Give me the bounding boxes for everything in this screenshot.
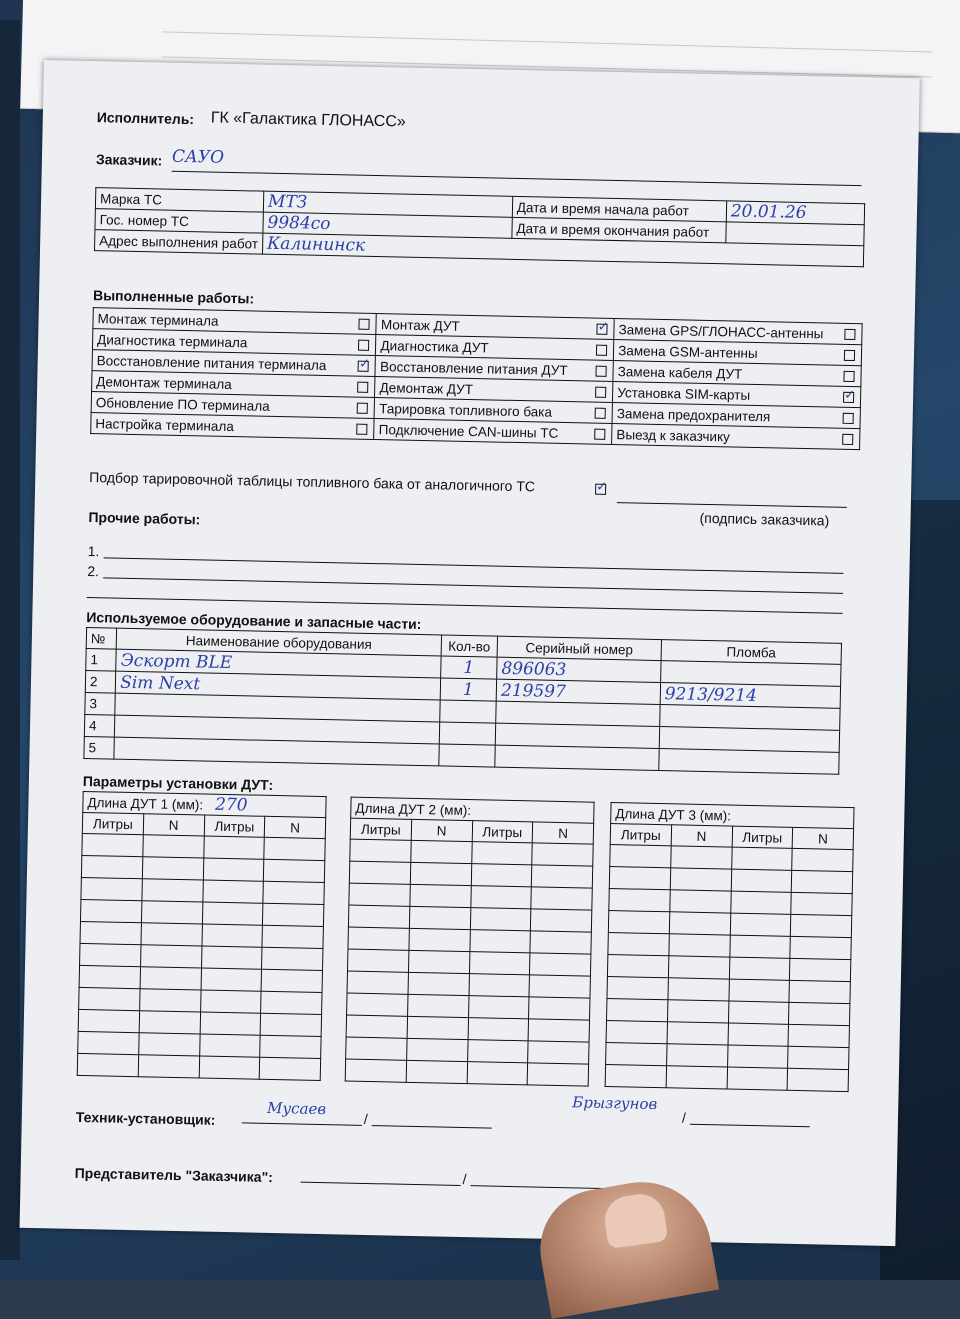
equipment-header-cell: Пломба bbox=[661, 640, 842, 665]
dut-cell bbox=[201, 968, 262, 991]
equipment-cell bbox=[439, 700, 496, 723]
end-label: Дата и время окончания работ bbox=[512, 217, 726, 242]
dut-row bbox=[605, 1064, 848, 1091]
dut-cell bbox=[263, 903, 324, 926]
dut-cell bbox=[199, 1034, 260, 1057]
equipment-cell-value: 3 bbox=[89, 696, 98, 712]
work-item-label: Настройка терминала bbox=[95, 415, 234, 434]
dut-cell bbox=[530, 931, 591, 954]
work-item-label: Восстановление питания терминала bbox=[96, 352, 327, 373]
tech-slash-1: / bbox=[363, 1110, 368, 1128]
dut-cell bbox=[606, 1020, 667, 1043]
equipment-cell-value: 219597 bbox=[500, 680, 567, 702]
work-item-label: Замена GSM-антенны bbox=[618, 342, 758, 361]
dut-cell bbox=[345, 1059, 406, 1082]
tariff-checkbox[interactable] bbox=[595, 484, 606, 495]
dut-cell bbox=[790, 958, 851, 981]
equipment-cell bbox=[439, 722, 496, 745]
dut-cell bbox=[729, 935, 790, 958]
dut-cell bbox=[470, 886, 531, 909]
dut-cell bbox=[80, 943, 141, 966]
work-item bbox=[374, 418, 612, 444]
dut-length-label: Длина ДУТ 2 (мм): bbox=[355, 800, 472, 818]
dut-cell bbox=[731, 847, 792, 870]
dut-cell bbox=[530, 953, 591, 976]
dut-cell bbox=[528, 1041, 589, 1064]
other-item-2: 2. bbox=[87, 563, 100, 580]
dut-cell bbox=[140, 967, 201, 990]
dut-cell bbox=[142, 857, 203, 880]
dut-cell bbox=[788, 1024, 849, 1047]
dut-cell bbox=[346, 1037, 407, 1060]
dut-header-cell: N bbox=[143, 814, 204, 836]
dut-cell bbox=[141, 901, 202, 924]
dut-cell bbox=[471, 842, 532, 865]
dut-cell bbox=[80, 899, 141, 922]
work-item-label: Обновление ПО терминала bbox=[95, 394, 270, 414]
work-item-label: Диагностика терминала bbox=[97, 331, 248, 350]
dut-cell bbox=[203, 858, 264, 881]
work-item-label: Установка SIM-карты bbox=[617, 384, 751, 403]
dut-cell bbox=[789, 1002, 850, 1025]
dut-cell bbox=[468, 996, 529, 1019]
dut-header-cell: Литры bbox=[732, 826, 793, 848]
dut-cell bbox=[349, 861, 410, 884]
dut-cell bbox=[669, 934, 730, 957]
dut-cell bbox=[670, 890, 731, 913]
end-value bbox=[726, 222, 865, 246]
dut-cell bbox=[350, 839, 411, 862]
dut-title: Параметры установки ДУТ: bbox=[82, 772, 274, 793]
dut-cell bbox=[727, 1045, 788, 1068]
dut-cell bbox=[406, 1038, 467, 1061]
customer-value: САУО bbox=[171, 146, 225, 168]
executor-label: Исполнитель: bbox=[96, 109, 195, 128]
dut-cell bbox=[728, 1001, 789, 1024]
dut-length-label: Длина ДУТ 3 (мм): bbox=[615, 805, 732, 824]
work-item-checkbox[interactable] bbox=[359, 319, 370, 330]
work-item-checkbox[interactable] bbox=[358, 361, 369, 372]
dut-table-2 bbox=[345, 797, 595, 1087]
dut-cell bbox=[731, 869, 792, 892]
dut-table-1 bbox=[77, 791, 327, 1081]
dut-cell bbox=[727, 1067, 788, 1090]
dut-cell bbox=[668, 956, 729, 979]
dut-cell bbox=[609, 889, 670, 912]
vehicle-table bbox=[94, 187, 865, 267]
work-item-checkbox[interactable] bbox=[844, 350, 855, 361]
work-item-label: Демонтаж терминала bbox=[96, 373, 232, 392]
work-item-checkbox[interactable] bbox=[842, 434, 853, 445]
dut-cell bbox=[78, 1009, 139, 1032]
work-item-checkbox[interactable] bbox=[595, 408, 606, 419]
work-item-label: Выезд к заказчику bbox=[616, 426, 731, 444]
signature-caption: (подпись заказчика) bbox=[699, 509, 830, 529]
dut-cell bbox=[666, 1066, 727, 1089]
dut-cell bbox=[790, 936, 851, 959]
dut-cell bbox=[203, 836, 264, 859]
dut-header-cell: Литры bbox=[472, 821, 533, 843]
dut-cell bbox=[260, 1013, 321, 1036]
equipment-cell-value: 2 bbox=[89, 674, 98, 690]
dut-cell bbox=[78, 1031, 139, 1054]
tech-sign-line-1 bbox=[242, 1122, 362, 1126]
customer-underline bbox=[172, 171, 862, 186]
work-item-checkbox[interactable] bbox=[843, 392, 854, 403]
dut-header-cell: N bbox=[792, 827, 853, 849]
dut-header-cell: Литры bbox=[610, 824, 671, 846]
dut-cell bbox=[263, 881, 324, 904]
dut-cell bbox=[261, 969, 322, 992]
work-item-label: Тарировка топливного бака bbox=[379, 400, 553, 420]
brand-value: МТЗ bbox=[267, 191, 308, 213]
dut-cell bbox=[792, 848, 853, 871]
plate-value: 9984со bbox=[267, 212, 331, 235]
equipment-table bbox=[83, 627, 842, 775]
works-table bbox=[90, 307, 862, 450]
dut-cell bbox=[467, 1062, 528, 1085]
dut-cell bbox=[730, 913, 791, 936]
dut-cell bbox=[259, 1057, 320, 1080]
dut-cell bbox=[529, 975, 590, 998]
dut-cell bbox=[408, 972, 469, 995]
work-item-checkbox[interactable] bbox=[596, 345, 607, 356]
equipment-header-cell: Серийный номер bbox=[497, 636, 661, 660]
dut-header-cell: N bbox=[265, 816, 326, 838]
work-item-label: Монтаж ДУТ bbox=[380, 316, 460, 334]
dut-cell bbox=[409, 906, 470, 929]
dut-cell bbox=[728, 979, 789, 1002]
dut-cell bbox=[669, 912, 730, 935]
work-item-checkbox[interactable] bbox=[843, 371, 854, 382]
dut-cell bbox=[607, 955, 668, 978]
dut-cell bbox=[469, 952, 530, 975]
dut-cell bbox=[408, 950, 469, 973]
dut-cell bbox=[608, 911, 669, 934]
dut-cell bbox=[471, 864, 532, 887]
customer-label: Заказчик: bbox=[95, 151, 163, 169]
dut-cell bbox=[409, 928, 470, 951]
start-label: Дата и время начала работ bbox=[512, 196, 726, 221]
dut-table-3 bbox=[605, 802, 855, 1092]
dut-cell bbox=[789, 980, 850, 1003]
dut-cell bbox=[138, 1055, 199, 1078]
dut-cell bbox=[348, 905, 409, 928]
equipment-cell-value: 9213/9214 bbox=[664, 683, 758, 706]
dut-cell bbox=[605, 1064, 666, 1087]
customer-signature-line bbox=[617, 502, 847, 508]
work-item-label: Замена GPS/ГЛОНАСС-антенны bbox=[618, 321, 824, 341]
folder-binder bbox=[0, 20, 20, 1260]
executor-value: ГК «Галактика ГЛОНАСС» bbox=[210, 109, 406, 131]
equipment-cell-value: 5 bbox=[88, 740, 97, 756]
dut-length-label: Длина ДУТ 1 (мм): bbox=[87, 795, 204, 813]
dut-cell bbox=[346, 1015, 407, 1038]
work-order-form bbox=[20, 60, 920, 1246]
dut-cell bbox=[666, 1044, 727, 1067]
equipment-cell bbox=[659, 749, 840, 775]
start-cell bbox=[726, 201, 865, 225]
tech-sign-line-2 bbox=[372, 1125, 492, 1129]
dut-cell bbox=[79, 987, 140, 1010]
dut-cell bbox=[531, 909, 592, 932]
dut-cell bbox=[143, 835, 204, 858]
dut-header-cell: Литры bbox=[204, 815, 265, 837]
dut-cell bbox=[791, 892, 852, 915]
work-item-label: Замена кабеля ДУТ bbox=[617, 363, 743, 382]
work-item bbox=[612, 423, 860, 449]
dut-header-cell: Литры bbox=[82, 812, 143, 834]
dut-cell bbox=[264, 837, 325, 860]
dut-cell bbox=[200, 990, 261, 1013]
equipment-cell-value: 1 bbox=[90, 652, 99, 668]
dut-cell bbox=[80, 921, 141, 944]
dut-cell bbox=[527, 1063, 588, 1086]
work-item-label: Демонтаж ДУТ bbox=[379, 379, 474, 397]
equipment-cell-value: 4 bbox=[88, 718, 97, 734]
equipment-cell-value: Эскорт BLE bbox=[120, 650, 233, 673]
work-item-checkbox[interactable] bbox=[844, 329, 855, 340]
work-item-checkbox[interactable] bbox=[357, 424, 368, 435]
dut-cell bbox=[79, 965, 140, 988]
dut-cell bbox=[201, 946, 262, 969]
dut-cell bbox=[468, 1018, 529, 1041]
dut-cell bbox=[791, 914, 852, 937]
work-item-checkbox[interactable] bbox=[596, 324, 607, 335]
dut-cell bbox=[606, 1042, 667, 1065]
dut-cell bbox=[667, 1000, 728, 1023]
rep-sign-line-1 bbox=[301, 1182, 461, 1186]
dut-cell bbox=[199, 1056, 260, 1079]
equipment-cell bbox=[440, 678, 497, 701]
dut-cell bbox=[261, 991, 322, 1014]
equipment-title: Используемое оборудование и запасные части: bbox=[86, 609, 422, 633]
dut-cell bbox=[608, 933, 669, 956]
dut-cell bbox=[468, 974, 529, 997]
rep-label: Представитель "Заказчика": bbox=[74, 1164, 274, 1186]
dut-cell bbox=[528, 1019, 589, 1042]
dut-cell bbox=[140, 945, 201, 968]
work-item-checkbox[interactable] bbox=[358, 340, 369, 351]
dut-cell bbox=[730, 891, 791, 914]
equipment-cell bbox=[84, 714, 115, 737]
dut-cell bbox=[410, 884, 471, 907]
other-line-2 bbox=[103, 577, 843, 593]
equipment-cell bbox=[85, 671, 116, 694]
tech-label: Техник-установщик: bbox=[75, 1108, 216, 1128]
dut-cell bbox=[406, 1060, 467, 1083]
equipment-cell bbox=[86, 649, 117, 672]
dut-cell bbox=[262, 947, 323, 970]
work-item-label: Диагностика ДУТ bbox=[380, 337, 489, 355]
equipment-cell bbox=[495, 745, 659, 770]
dut-cell bbox=[201, 924, 262, 947]
dut-cell bbox=[729, 957, 790, 980]
dut-cell bbox=[202, 902, 263, 925]
dut-cell bbox=[138, 1033, 199, 1056]
dut-cell bbox=[77, 1053, 138, 1076]
equipment-cell bbox=[440, 656, 497, 679]
dut-cell bbox=[82, 833, 143, 856]
dut-cell bbox=[610, 845, 671, 868]
dut-cell bbox=[670, 846, 731, 869]
dut-cell bbox=[200, 1012, 261, 1035]
dut-cell bbox=[202, 880, 263, 903]
dut-row bbox=[345, 1059, 588, 1086]
dut-cell bbox=[531, 887, 592, 910]
work-item-checkbox[interactable] bbox=[357, 403, 368, 414]
other-item-1: 1. bbox=[87, 543, 100, 560]
work-item-label: Подключение CAN-шины ТС bbox=[378, 421, 559, 441]
other-line-1 bbox=[104, 557, 844, 573]
dut-header-cell: N bbox=[671, 825, 732, 847]
work-item-checkbox[interactable] bbox=[595, 387, 606, 398]
works-title: Выполненные работы: bbox=[92, 287, 255, 307]
dut-cell bbox=[791, 870, 852, 893]
dut-cell bbox=[787, 1068, 848, 1091]
equipment-header-cell: № bbox=[86, 628, 117, 650]
start-value: 20.01.26 bbox=[730, 201, 807, 224]
dut-cell bbox=[607, 998, 668, 1021]
dut-cell bbox=[260, 1035, 321, 1058]
address-value: Калининск bbox=[266, 233, 366, 256]
equipment-header-cell: Кол-во bbox=[441, 635, 498, 657]
work-item-checkbox[interactable] bbox=[594, 429, 605, 440]
dut-cell bbox=[264, 859, 325, 882]
dut-cell bbox=[141, 923, 202, 946]
dut-cell bbox=[670, 868, 731, 891]
equipment-cell-value: 1 bbox=[462, 679, 474, 700]
address-label: Адрес выполнения работ bbox=[95, 230, 263, 255]
plate-label: Гос. номер ТС bbox=[95, 209, 263, 234]
equipment-cell-value: 1 bbox=[463, 657, 475, 678]
dut-cell bbox=[532, 843, 593, 866]
other-title: Прочие работы: bbox=[88, 509, 201, 528]
dut-header-cell: N bbox=[532, 822, 593, 844]
dut-cell bbox=[532, 865, 593, 888]
work-item-checkbox[interactable] bbox=[358, 382, 369, 393]
tech-signature-2: Брызгунов bbox=[572, 1093, 658, 1114]
work-item-checkbox[interactable] bbox=[843, 413, 854, 424]
dut-cell bbox=[347, 949, 408, 972]
dut-cell bbox=[407, 1016, 468, 1039]
dut-cell bbox=[467, 1040, 528, 1063]
dut-cell bbox=[668, 978, 729, 1001]
dut-cell bbox=[411, 840, 472, 863]
dut-cell bbox=[667, 1022, 728, 1045]
dut-cell bbox=[81, 877, 142, 900]
dut-cell bbox=[609, 867, 670, 890]
dut-cell bbox=[728, 1023, 789, 1046]
dut-cell bbox=[139, 1011, 200, 1034]
work-item-label: Замена предохранителя bbox=[616, 405, 771, 424]
dut-cell bbox=[349, 883, 410, 906]
tech-sign-line-3 bbox=[690, 1124, 810, 1128]
dut-cell bbox=[529, 997, 590, 1020]
equipment-header-cell: Наименование оборудования bbox=[116, 628, 441, 656]
dut-cell bbox=[470, 908, 531, 931]
dut-cell bbox=[142, 879, 203, 902]
dut-cell bbox=[469, 930, 530, 953]
equipment-cell-value: Sim Next bbox=[120, 672, 201, 694]
work-item-checkbox[interactable] bbox=[596, 366, 607, 377]
rep-slash: / bbox=[462, 1171, 467, 1188]
equipment-cell bbox=[439, 744, 496, 767]
dut-cell bbox=[262, 925, 323, 948]
dut-cell bbox=[139, 989, 200, 1012]
dut-cell bbox=[410, 862, 471, 885]
equipment-cell bbox=[85, 693, 116, 716]
work-item-label: Монтаж терминала bbox=[97, 310, 219, 329]
dut-header-cell: Литры bbox=[350, 818, 411, 840]
dut-row bbox=[77, 1053, 320, 1080]
brand-label: Марка ТС bbox=[95, 188, 263, 213]
dut-cell bbox=[607, 977, 668, 1000]
dut-cell bbox=[347, 993, 408, 1016]
dut-length-value: 270 bbox=[214, 794, 248, 816]
dut-cell bbox=[81, 855, 142, 878]
dut-header-cell: N bbox=[411, 819, 472, 841]
dut-cell bbox=[347, 971, 408, 994]
equipment-cell bbox=[84, 736, 115, 759]
dut-cell bbox=[348, 927, 409, 950]
tech-slash-2: / bbox=[681, 1109, 687, 1126]
tariff-text: Подбор тарировочной таблицы топливного бака от аналогичного ТС bbox=[89, 469, 536, 495]
work-item-label: Восстановление питания ДУТ bbox=[379, 358, 568, 378]
tech-signature-1: Мусаев bbox=[266, 1098, 327, 1119]
dut-cell bbox=[788, 1046, 849, 1069]
dut-cell bbox=[407, 994, 468, 1017]
equipment-cell-value: 896063 bbox=[501, 658, 567, 680]
